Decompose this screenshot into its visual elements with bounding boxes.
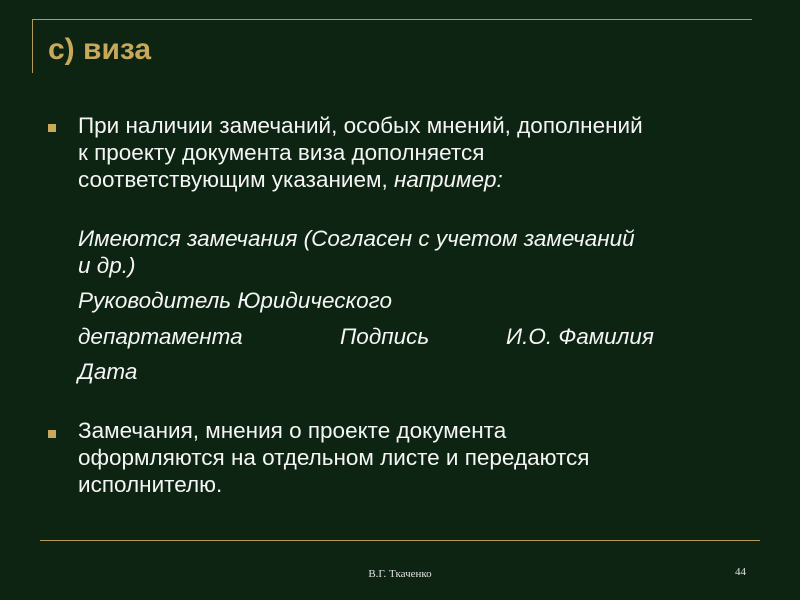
example-line3: Руководитель Юридического: [78, 288, 393, 313]
footer-author: В.Г. Ткаченко: [368, 568, 432, 580]
bullet1-line3-italic: например:: [393, 167, 503, 192]
bottom-rule: [40, 540, 760, 541]
top-left-rule: [32, 19, 33, 73]
example-line4-position: департамента: [78, 324, 243, 349]
bullet1-line3-normal: соответствующим указанием,: [78, 167, 394, 192]
top-rule: [32, 19, 752, 20]
example-line4-signature: Подпись: [340, 324, 430, 349]
page-number: 44: [735, 566, 746, 578]
bullet1-line3: [78, 167, 503, 193]
example-line2: и др.): [78, 253, 136, 278]
bullet2-line1: Замечания, мнения о проекте документа: [78, 418, 507, 443]
example-line4-name: И.О. Фамилия: [506, 324, 654, 349]
bullet1-line1: При наличии замечаний, особых мнений, дополнений: [78, 113, 643, 138]
example-line1: Имеются замечания (Согласен с учетом замечаний: [78, 226, 635, 251]
bullet-marker: [48, 124, 56, 132]
example-line5: Дата: [78, 359, 138, 384]
bullet1-line2: к проекту документа виза дополняется: [78, 140, 485, 165]
bullet-marker: [48, 430, 56, 438]
bullet2-line3: исполнителю.: [78, 472, 223, 497]
bullet2-line2: оформляются на отдельном листе и передаются: [78, 445, 590, 470]
slide-title: с) виза: [48, 33, 152, 66]
